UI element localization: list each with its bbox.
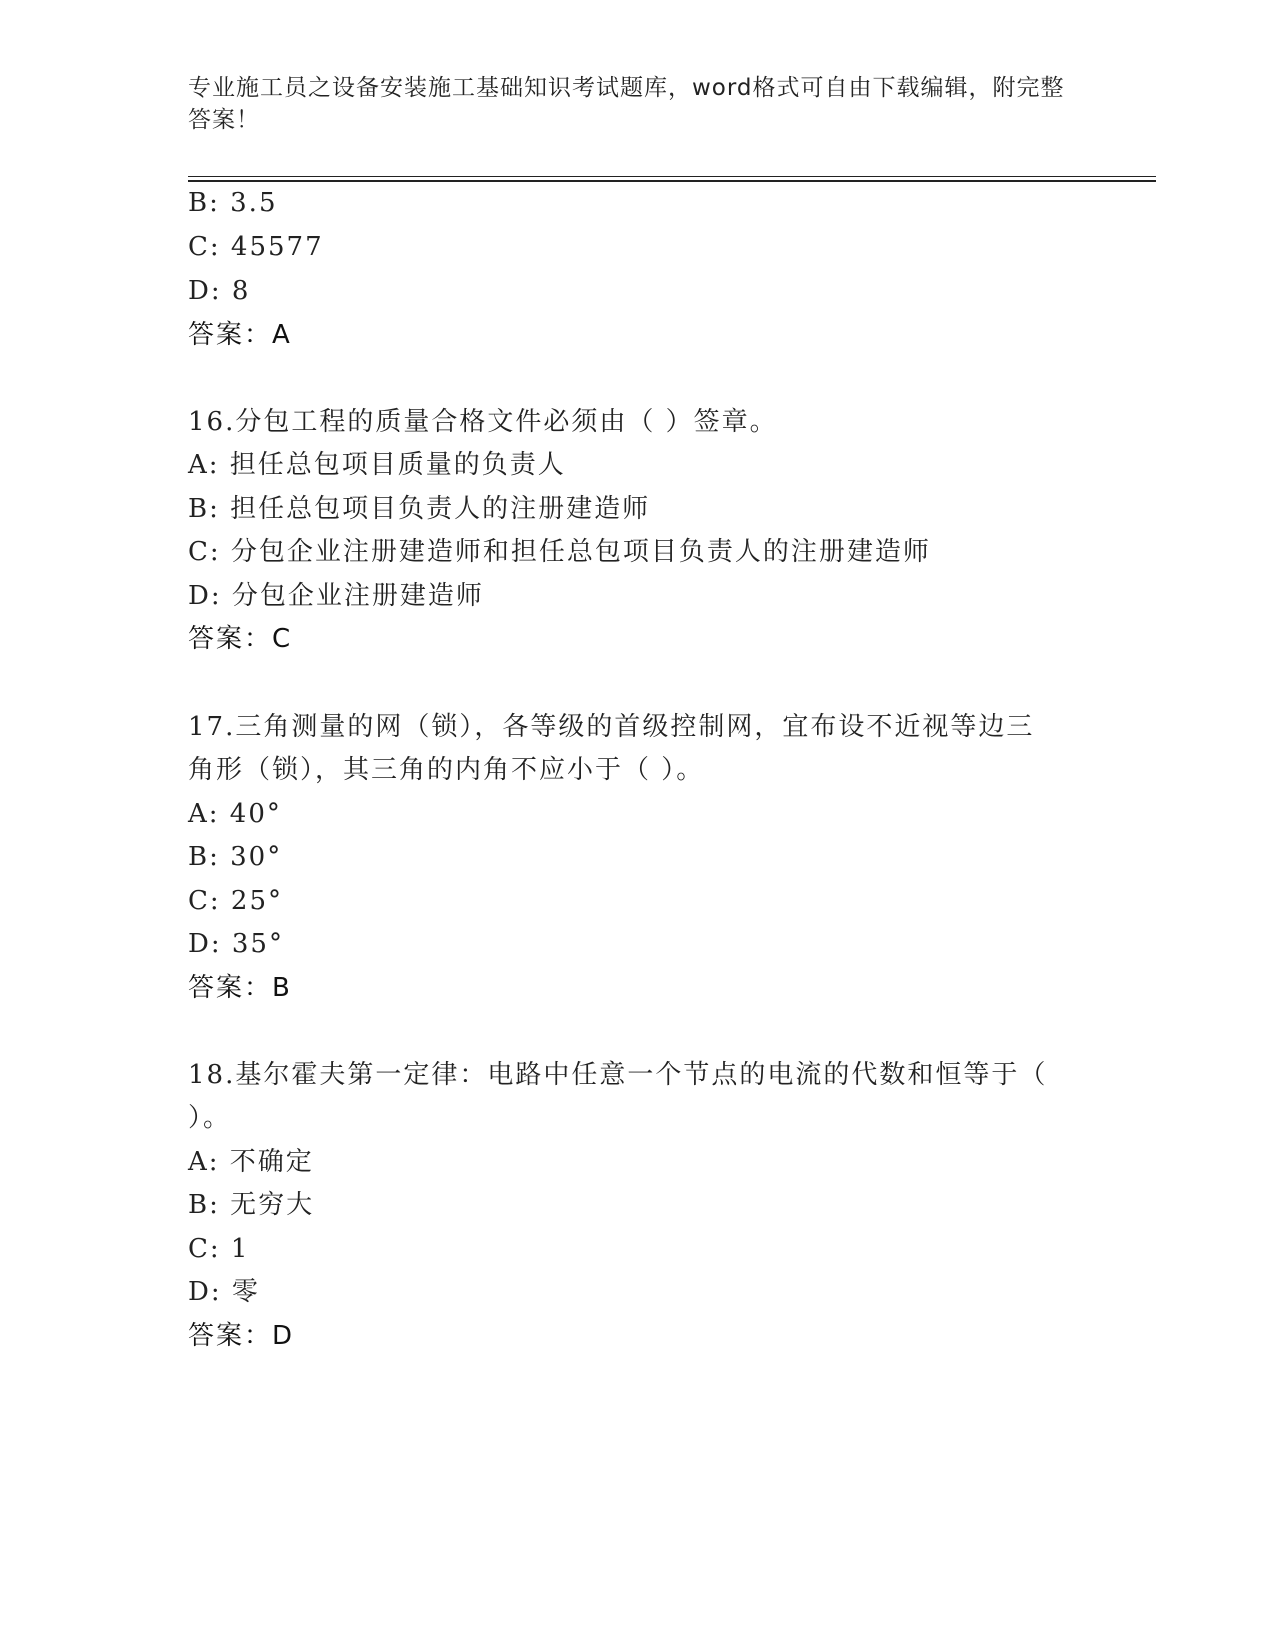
q16-option-c: C: 分包企业注册建造师和担任总包项目负责人的注册建造师 — [188, 537, 931, 567]
q15-answer: 答案：A — [188, 320, 292, 350]
q17-option-a: A: 40° — [188, 799, 282, 829]
q18-answer: 答案：D — [188, 1321, 295, 1351]
q18-stem-line-1: 18.基尔霍夫第一定律：电路中任意一个节点的电流的代数和恒等于（ — [188, 1060, 1048, 1090]
q16-option-b: B: 担任总包项目负责人的注册建造师 — [188, 494, 651, 524]
q17-stem-line-2: 角形（锁），其三角的内角不应小于（ ）。 — [188, 755, 705, 785]
q17-stem-line-1: 17.三角测量的网（锁），各等级的首级控制网，宜布设不近视等边三 — [188, 712, 1035, 742]
q18-option-a: A: 不确定 — [188, 1147, 314, 1177]
header-rule-thin — [188, 176, 1156, 177]
q17-option-c: C: 25° — [188, 886, 284, 916]
q18-option-c: C: 1 — [188, 1234, 250, 1264]
q18-option-b: B: 无穷大 — [188, 1190, 315, 1220]
q16-option-a: A: 担任总包项目质量的负责人 — [188, 450, 566, 480]
q15-option-c: C: 45577 — [188, 232, 324, 262]
q17-option-b: B: 30° — [188, 842, 283, 872]
q17-answer: 答案：B — [188, 973, 292, 1003]
q18-option-d: D: 零 — [188, 1277, 260, 1307]
q16-answer: 答案：C — [188, 624, 293, 654]
q18-stem-line-2: ）。 — [188, 1103, 232, 1133]
document-header: 专业施工员之设备安装施工基础知识考试题库，word格式可自由下载编辑，附完整答案！ — [188, 75, 1065, 133]
q15-option-b: B: 3.5 — [188, 188, 278, 218]
q17-option-d: D: 35° — [188, 929, 284, 959]
header-rule-thick — [188, 180, 1156, 182]
q15-option-d: D: 8 — [188, 276, 251, 306]
q16-option-d: D: 分包企业注册建造师 — [188, 581, 484, 611]
q16-stem: 16.分包工程的质量合格文件必须由（ ）签章。 — [188, 407, 778, 437]
